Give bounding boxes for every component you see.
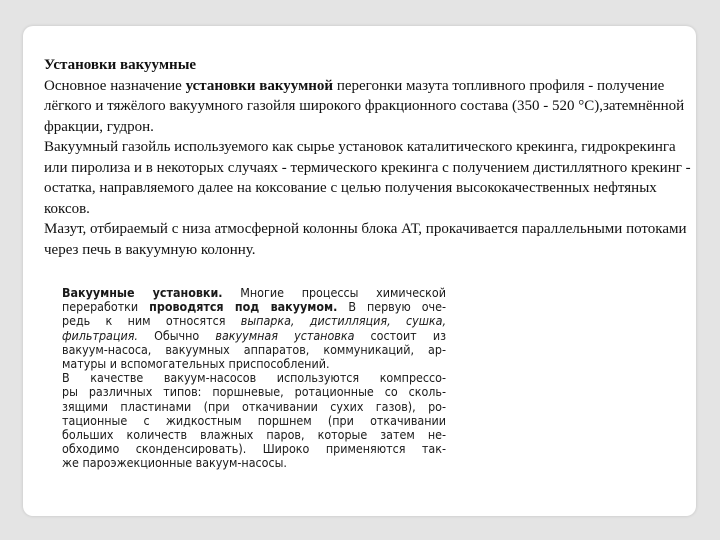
paragraph-1-start: Основное назначение — [44, 77, 186, 94]
heading: Установки вакуумные — [44, 57, 197, 73]
scan-italic: вакуумная установка — [215, 327, 355, 343]
scan-line: же пароэжекционные вакуум-насосы. — [62, 455, 287, 471]
scan-line: В качестве вакуум-насосов используются компрессо- — [62, 370, 446, 386]
scan-line — [62, 329, 446, 343]
scan-line: матуры и вспомогательных приспособлений. — [62, 356, 330, 372]
scan-line: тационные с жидкостным поршнем (при откачивании — [62, 412, 446, 428]
scan-line — [62, 300, 446, 314]
paragraph-1-bold: установки вакуумной — [185, 77, 334, 94]
scan-text: Многие процессы химической — [222, 285, 446, 300]
scan-text: переработки — [62, 299, 150, 315]
scan-italic: выпарка, дистилляция, — [240, 313, 391, 329]
scan-text: Обычно — [137, 327, 216, 343]
paragraph-3: Мазут, отбираемый с низа атмосферной колонны блока АТ, прокачивается параллельными потоками через печь в вакуумную колонну. — [44, 221, 687, 258]
scan-bold: проводятся под вакуумом. — [149, 299, 338, 315]
scan-italic: сушка, — [390, 313, 446, 329]
scan-text: редь к ним относятся — [62, 313, 241, 329]
scan-text: состоит из — [354, 327, 446, 343]
scan-line: вакуум-насоса, вакуумных аппаратов, коммуникаций, ар- — [62, 341, 446, 357]
scan-line — [62, 314, 446, 328]
scan-line — [62, 286, 446, 300]
scan-text: В первую оче- — [337, 299, 446, 315]
scan-bold: Вакуумные установки. — [62, 285, 223, 300]
scan-italic: фильтрация. — [62, 327, 138, 343]
paragraph-1-end: перегонки мазута топливного профиля - получение лёгкого и тяжёлого вакуумного газойля широкого фракционного состава (350 - 520 °С),затемнённой фракции, гудрон. — [44, 77, 685, 135]
scan-line: зящими пластинами (при откачивании сухих газов), ро- — [62, 398, 446, 414]
scan-line: обходимо сконденсировать). Широко применяются так- — [62, 441, 446, 457]
scanned-text-image — [62, 286, 446, 484]
scan-line: больших количеств влажных паров, которые затем не- — [62, 427, 446, 443]
scan-line: ры различных типов: поршневые, ротационные со сколь- — [62, 384, 446, 400]
paragraph-2: Вакуумный газойль используемого как сырье установок каталитического крекинга, гидрокрекинга или пиролиза и в некоторых случаях - термического крекинга с получением дистиллятного крекинг - остатка, направляемого далее на коксование с целью получения высококачественных нефтяных коксов. — [44, 139, 691, 217]
main-text — [44, 55, 694, 260]
paragraph-1 — [44, 76, 694, 138]
